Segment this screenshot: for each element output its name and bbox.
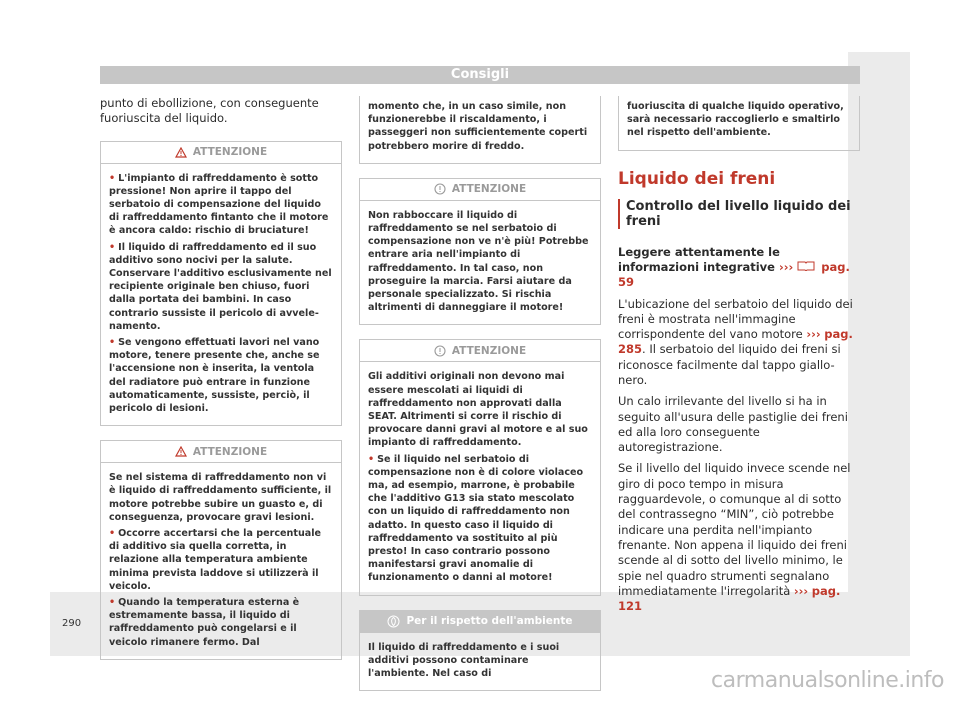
- environment-title: Per il rispetto dell'ambiente: [406, 615, 573, 628]
- caution-text: Non rabboccare il liquido di raffreddamento se nel serbatoio di compensazione non ve n'è più! Potrebbe entrare aria nell'impianto di raffreddamento. In tal caso, non proseguire la marcia. Farsi aiutare da personale specializzato. Si rischia altrimenti di danneggiare il motore!: [368, 209, 589, 314]
- read-first-text: Leggere attentamente le informazioni integrative: [618, 244, 780, 274]
- paragraph-wear: Un calo irrilevante del livello si ha in seguito all'usura delle pastiglie dei freni ed alla loro conseguente autoregistrazione.: [618, 394, 848, 455]
- bullet-icon: •: [109, 241, 116, 253]
- watermark-text: carmanualsonline.info: [711, 668, 944, 693]
- environment-box-header: [360, 611, 600, 633]
- warning-body: [101, 463, 341, 659]
- column-2: [359, 96, 601, 705]
- caution-body: [360, 201, 600, 325]
- chapter-header: Consigli: [100, 66, 860, 84]
- warning-text: Se nel sistema di raffreddamento non vi è liquido di raffreddamento sufficiente, il motore potrebbe subire un guasto e, di conseguenza, provocare gravi lesioni.: [109, 472, 332, 523]
- warning-body: [360, 96, 600, 163]
- bullet-item: [109, 172, 333, 238]
- environment-box-continued: [618, 96, 860, 151]
- book-reference-icon: [797, 260, 815, 271]
- warning-box-2: [100, 440, 342, 660]
- warning-title: ATTENZIONE: [192, 146, 268, 159]
- warning-title: ATTENZIONE: [192, 445, 268, 458]
- warning-body: [101, 164, 341, 426]
- paragraph-leak: [618, 461, 860, 614]
- warning-box-header: [101, 142, 341, 164]
- paragraph-location: [618, 297, 860, 389]
- bullet-text: Quando la temperatura esterna è estremamente bassa, il liquido di raffreddamento può congelarsi e il veicolo rimanere fermo. Dal: [109, 597, 300, 648]
- bullet-item: [109, 596, 333, 649]
- caution-circle-icon: [434, 345, 446, 357]
- bullet-text: L'impianto di raffreddamento è sotto pressione! Non aprire il tappo del serbatoio di compensazione del liquido di raffreddamento fintanto che il motore è ancora caldo: rischio di bruciature!: [109, 172, 329, 237]
- arrow-link-icon: ›››: [793, 583, 809, 598]
- paragraph-text: Se il livello del liquido invece scende nel giro di poco tempo in misura ragguardevole, o comunque al di sotto del contrassegno “MIN”, ciò potrebbe indicare una perdita nell'impianto frenante. Non appena il liquido dei freni scende al di sotto del livello minimo, le spie nel quadro strumenti segnalano immediatamente l'irregolarità: [618, 461, 851, 598]
- intro-text: punto di ebollizione, con conseguente fuoriuscita del liquido.: [100, 96, 319, 126]
- bullet-icon: •: [368, 453, 375, 465]
- warning-box-continued: [359, 96, 601, 164]
- caution-box-header: [360, 340, 600, 362]
- caution-title: ATTENZIONE: [451, 183, 527, 196]
- column-1: [100, 96, 342, 674]
- column-3: [618, 96, 860, 620]
- page-number: 290: [62, 618, 82, 629]
- caution-body: [360, 362, 600, 594]
- subsection-title: Controllo del livello liquido dei freni: [618, 199, 860, 229]
- bullet-icon: •: [109, 597, 116, 609]
- bullet-item: [109, 336, 333, 415]
- bullet-text: Il liquido di raffreddamento ed il suo additivo sono nocivi per la salute. Conservare l'additivo esclusivamente nel recipiente originale ben chiuso, fuori dalla portata dei bambini. In caso contrario sussiste il pericolo di avvelenamento.: [109, 241, 332, 332]
- environment-text: Il liquido di raffreddamento e i suoi additivi possono contaminare l'ambiente. Nel caso di: [368, 641, 560, 680]
- bullet-icon: •: [109, 337, 116, 349]
- bullet-text: Se il liquido nel serbatoio di compensazione non è di colore violaceo ma, ad esempio, marrone, è probabile che l'additivo G13 sia stato mescolato con un liquido di raffreddamento non adatto. In questo caso il liquido di raffreddamento va sostituito al più presto! In caso contrario possono manifestarsi gravi anomalie di funzionamento o danni al motore!: [368, 453, 584, 584]
- read-first-note: [618, 245, 860, 291]
- environment-box: [359, 610, 601, 692]
- bullet-icon: •: [109, 528, 116, 540]
- bullet-text: Se vengono effettuati lavori nel vano motore, tenere presente che, anche se l'accensione non è inserita, la ventola del radiatore può entrare in funzione automaticamente, sussiste, perciò, il pericolo di lesioni.: [109, 337, 320, 415]
- warning-text: momento che, in un caso simile, non funzionerebbe il riscaldamento, i passeggeri non sufficientemente coperti potrebbero morire di freddo.: [368, 101, 588, 152]
- paragraph-text: . Il serbatoio del liquido dei freni si riconosce facilmente dal tappo giallo-nero.: [618, 342, 841, 387]
- bullet-icon: •: [109, 172, 116, 184]
- leaf-environment-icon: [387, 615, 400, 628]
- caution-box-2: [359, 339, 601, 595]
- bullet-item: [368, 453, 592, 585]
- warning-triangle-icon: [175, 446, 187, 457]
- environment-body: [619, 96, 859, 150]
- caution-box-1: [359, 178, 601, 326]
- caution-title: ATTENZIONE: [451, 344, 527, 357]
- bullet-item: [109, 527, 333, 593]
- page-reference-link[interactable]: pag. 121: [618, 583, 841, 614]
- caution-box-header: [360, 179, 600, 201]
- paragraph-text: L'ubicazione del serbatoio del liquido dei freni è mostrata nell'immagine corrispondente del vano motore: [618, 296, 853, 342]
- environment-text: fuoriuscita di qualche liquido operativo, sarà necessario raccoglierlo e smaltirlo nel rispetto dell'ambiente.: [627, 101, 844, 139]
- page-reference-link[interactable]: pag. 285: [618, 327, 853, 357]
- caution-text: Gli additivi originali non devono mai essere mescolati ai liquidi di raffreddamento non approvati dalla SEAT. Altrimenti si corre il rischio di provocare danni gravi al motore e al suo impianto di raffreddamento.: [368, 371, 588, 449]
- section-title: Liquido dei freni: [618, 168, 776, 189]
- warning-box-header: [101, 441, 341, 463]
- warning-box-1: [100, 141, 342, 427]
- arrow-link-icon: ›››: [778, 259, 794, 274]
- caution-circle-icon: [434, 183, 446, 195]
- bullet-text: Occorre accertarsi che la percentuale di additivo sia quella corretta, in relazione alla temperatura ambiente minima prevista laddove si utilizzerà il veicolo.: [109, 528, 322, 592]
- page-reference-link[interactable]: pag. 59: [618, 259, 850, 290]
- environment-body: [360, 633, 600, 691]
- warning-triangle-icon: [175, 147, 187, 158]
- arrow-link-icon: ›››: [806, 327, 821, 342]
- bullet-item: [109, 241, 333, 333]
